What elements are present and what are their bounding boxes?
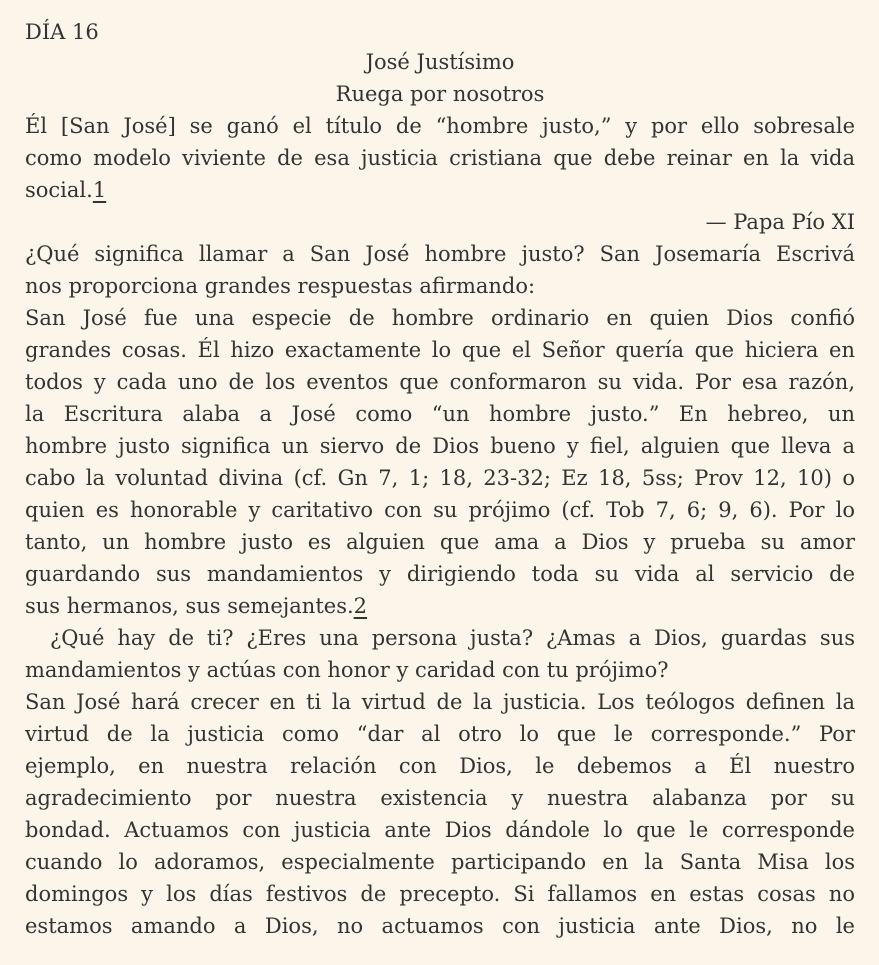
day-heading: DÍA 16 <box>25 20 99 44</box>
text-line: virtud de la justicia como “dar al otro lo que le corresponde.” Por <box>25 722 855 746</box>
text-line: cuando lo adoramos, especialmente participando en la Santa Misa los <box>25 850 855 874</box>
text-line: domingos y los días festivos de precepto. Si fallamos en estas cosas no <box>25 882 855 906</box>
text-line <box>25 590 855 622</box>
text-line: San José hará crecer en ti la virtud de la justicia. Los teólogos definen la <box>25 690 855 714</box>
text-line: nos proporciona grandes respuestas afirmando: <box>25 274 536 298</box>
text-line: la Escritura alaba a José como “un hombre justo.” En hebreo, un <box>25 402 855 426</box>
page-subtitle: Ruega por nosotros <box>335 82 545 106</box>
text-line: todos y cada uno de los eventos que conformaron su vida. Por esa razón, <box>25 370 855 394</box>
text-line: hombre justo significa un siervo de Dios bueno y fiel, alguien que lleva a <box>25 434 855 458</box>
text-line: ¿Qué hay de ti? ¿Eres una persona justa? ¿Amas a Dios, guardas sus <box>50 626 855 650</box>
text-line: ¿Qué significa llamar a San José hombre justo? San Josemaría Escrivá <box>25 242 855 266</box>
footnote-link-2[interactable]: 2 <box>353 594 368 618</box>
body-paragraph <box>25 686 855 942</box>
text-line: quien es honorable y caritativo con su prójimo (cf. Tob 7, 6; 9, 6). Por lo <box>25 498 855 522</box>
text-line: Él [San José] se ganó el título de “hombre justo,” y por ello sobresale <box>25 114 855 138</box>
text-line: ejemplo, en nuestra relación con Dios, le debemos a Él nuestro <box>25 754 855 778</box>
text-line: agradecimiento por nuestra existencia y nuestra alabanza por su <box>25 786 855 810</box>
text-line: cabo la voluntad divina (cf. Gn 7, 1; 18, 23-32; Ez 18, 5ss; Prov 12, 10) o <box>25 466 855 490</box>
text-line: tanto, un hombre justo es alguien que ama a Dios y prueba su amor <box>25 530 855 554</box>
citation-paragraph <box>25 302 855 622</box>
page-title: José Justísimo <box>365 50 515 74</box>
quote-paragraph <box>25 110 855 206</box>
text-line <box>25 174 855 206</box>
intro-paragraph <box>25 238 855 302</box>
footnote-link-1[interactable]: 1 <box>92 178 107 202</box>
text-line: guardando sus mandamientos y dirigiendo toda su vida al servicio de <box>25 562 855 586</box>
question-paragraph <box>25 622 855 686</box>
text-line: estamos amando a Dios, no actuamos con justicia ante Dios, no le <box>25 914 855 938</box>
text-line: mandamientos y actúas con honor y caridad con tu prójimo? <box>25 658 669 682</box>
text-line-content: social. <box>25 178 93 202</box>
text-line: bondad. Actuamos con justicia ante Dios dándole lo que le corresponde <box>25 818 855 842</box>
text-line: San José fue una especie de hombre ordinario en quien Dios confió <box>25 306 855 330</box>
text-line: grandes cosas. Él hizo exactamente lo que el Señor quería que hiciera en <box>25 338 855 362</box>
text-line-content: sus hermanos, sus semejantes. <box>25 594 354 618</box>
quote-attribution: — Papa Pío XI <box>705 210 855 234</box>
text-line: como modelo viviente de esa justicia cristiana que debe reinar en la vida <box>25 146 855 170</box>
